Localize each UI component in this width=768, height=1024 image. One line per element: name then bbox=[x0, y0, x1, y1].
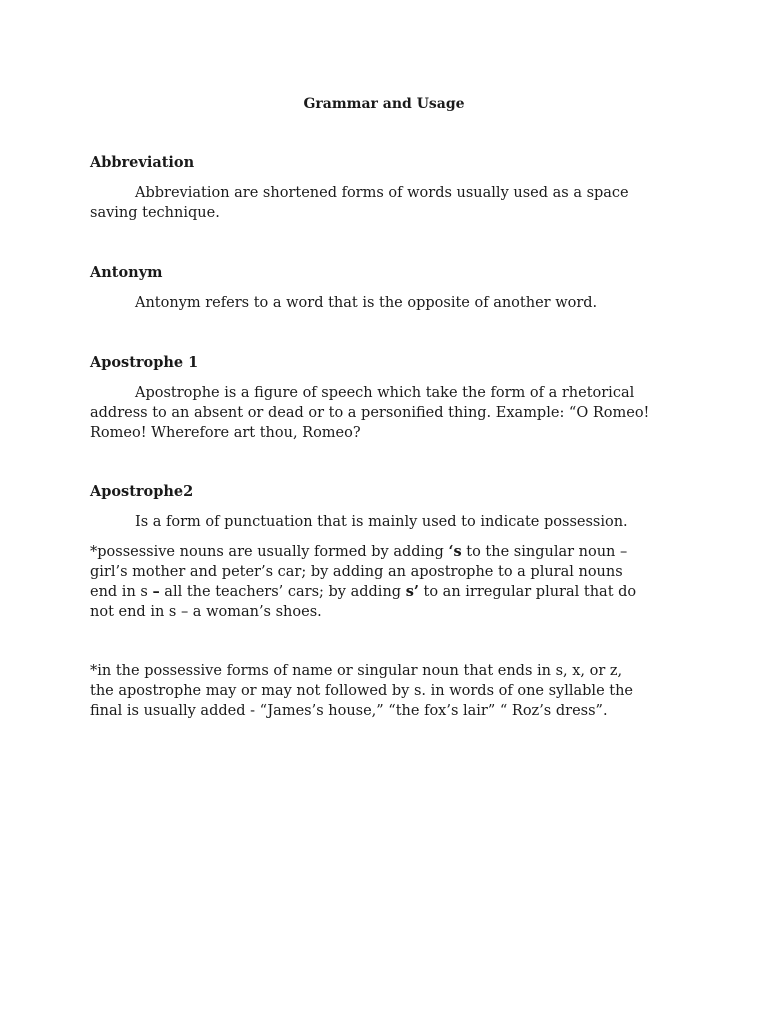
possessive-note-bold-3: s’ bbox=[405, 583, 419, 600]
abbreviation-body: Abbreviation are shortened forms of words usually used as a space saving technique. bbox=[90, 185, 629, 221]
apostrophe-1-body: Apostrophe is a figure of speech which take the form of a rhetorical address to an absent or dead or to a personified thing. Example: “O Romeo! Romeo! Wherefore art thou, Romeo? bbox=[90, 385, 650, 441]
possessive-note-bold-2: – bbox=[152, 583, 160, 600]
possessive-note-text-3: all the teachers’ cars; by adding bbox=[159, 584, 406, 600]
heading-abbreviation: Abbreviation bbox=[90, 154, 195, 171]
possessive-note-bold-1: ‘s bbox=[448, 543, 462, 560]
heading-apostrophe-1: Apostrophe 1 bbox=[90, 354, 199, 371]
possessive-note-text-2: to the singular noun – girl’s mother and peter’s car; by adding an apostrophe to a plural nouns end in s bbox=[90, 544, 628, 600]
possessive-note-text-4: to an irregular plural that do not end in s – a woman’s shoes. bbox=[90, 584, 637, 620]
possessive-note-text-1: *possessive nouns are usually formed by adding bbox=[90, 544, 449, 560]
possessive-note bbox=[90, 542, 650, 622]
possessive-names-note: *in the possessive forms of name or singular noun that ends in s, x, or z, the apostrophe may or may not followed by s. in words of one syllable the final is usually added - “James’s house,” “the fox’s lair” “ Roz’s dress”. bbox=[90, 663, 634, 719]
antonym-body: Antonym refers to a word that is the opposite of another word. bbox=[135, 295, 598, 311]
page-title: Grammar and Usage bbox=[303, 96, 465, 112]
apostrophe-2-body: Is a form of punctuation that is mainly used to indicate possession. bbox=[135, 514, 628, 530]
heading-apostrophe-2: Apostrophe2 bbox=[90, 483, 194, 500]
heading-antonym: Antonym bbox=[90, 264, 163, 281]
